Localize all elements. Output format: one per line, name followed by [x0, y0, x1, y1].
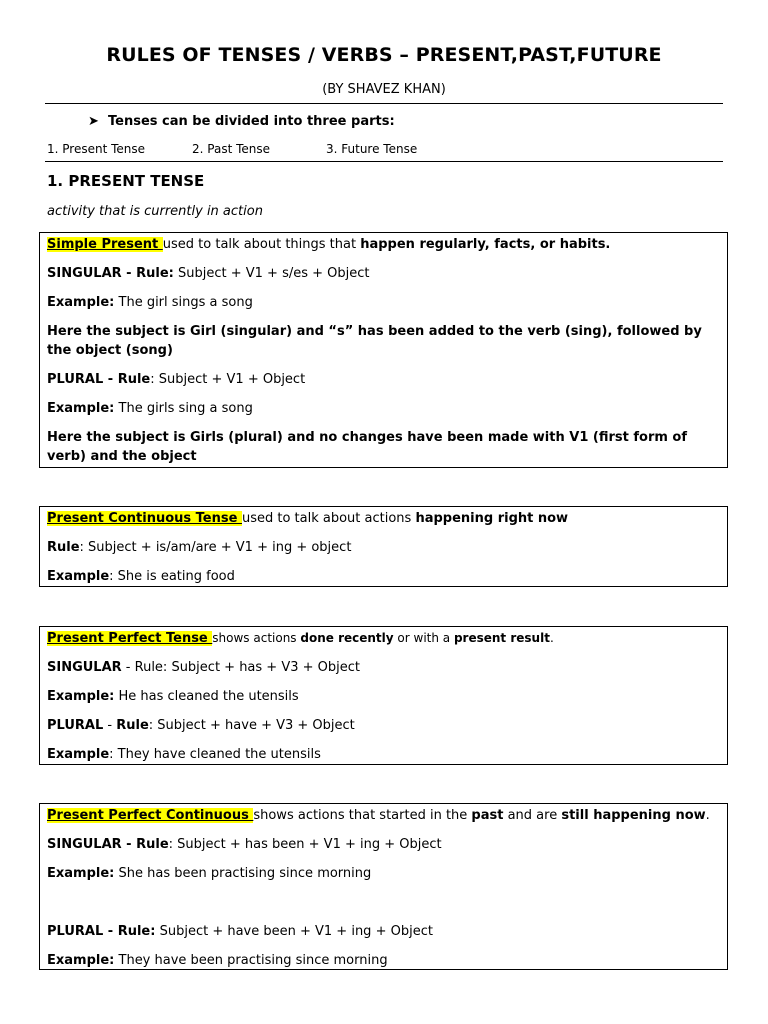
section-description: activity that is currently in action [47, 204, 263, 219]
perfect-plural-rule: PLURAL - Rule: Subject + have + V3 + Object [47, 718, 355, 733]
part-future: 3. Future Tense [326, 142, 418, 156]
perfect-singular-rule: SINGULAR - Rule: Subject + has + V3 + Object [47, 660, 360, 675]
bullet-text: Tenses can be divided into three parts: [108, 114, 395, 129]
present-perfect-continuous-title: Present Perfect Continuous [47, 808, 254, 823]
ppc-plural-example: Example: They have been practising since morning [47, 953, 388, 968]
ppc-singular-example: Example: She has been practising since morning [47, 866, 372, 881]
ppc-singular-rule: SINGULAR - Rule: Subject + has been + V1 + ing + Object [47, 837, 442, 852]
section-heading: 1. PRESENT TENSE [47, 172, 205, 190]
part-past: 2. Past Tense [192, 142, 270, 156]
perfect-plural-example: Example: They have cleaned the utensils [47, 747, 321, 762]
plural-rule: PLURAL - Rule: Subject + V1 + Object [47, 372, 306, 387]
singular-example: Example: The girl sings a song [47, 295, 253, 310]
divider-top [45, 103, 723, 104]
divider-parts [45, 161, 723, 162]
plural-note: Here the subject is Girls (plural) and no changes have been made with V1 (first form of verb) and the object [47, 430, 688, 464]
present-perfect-title: Present Perfect Tense [47, 631, 213, 646]
present-continuous-box [39, 506, 728, 587]
continuous-rule: Rule: Subject + is/am/are + V1 + ing + object [47, 540, 352, 555]
continuous-example: Example: She is eating food [47, 569, 235, 584]
part-present: 1. Present Tense [47, 142, 146, 156]
singular-note: Here the subject is Girl (singular) and “s” has been added to the verb (sing), followed by the object (song) [47, 324, 702, 358]
present-perfect-box [39, 626, 728, 765]
present-perfect-intro: Present Perfect Tense shows actions done recently or with a present result. [47, 631, 554, 646]
singular-rule: SINGULAR - Rule: Subject + V1 + s/es + Object [47, 266, 370, 281]
present-perfect-continuous-intro: Present Perfect Continuous shows actions that started in the past and are still happening now. [47, 808, 710, 823]
simple-present-title: Simple Present [47, 237, 163, 252]
perfect-singular-example: Example: He has cleaned the utensils [47, 689, 299, 704]
bullet-item [88, 114, 395, 129]
document-title: RULES OF TENSES / VERBS – PRESENT,PAST,FUTURE [106, 44, 662, 66]
present-perfect-continuous-box [39, 803, 728, 970]
blank-spacer [47, 893, 720, 922]
simple-present-intro: Simple Present used to talk about things that happen regularly, facts, or habits. [47, 237, 611, 252]
simple-present-box [39, 232, 728, 468]
present-continuous-intro: Present Continuous Tense used to talk about actions happening right now [47, 511, 569, 526]
plural-example: Example: The girls sing a song [47, 401, 253, 416]
arrow-bullet-icon: ➤ [88, 114, 99, 129]
present-continuous-title: Present Continuous Tense [47, 511, 242, 526]
ppc-plural-rule: PLURAL - Rule: Subject + have been + V1 + ing + Object [47, 924, 433, 939]
author-line: (BY SHAVEZ KHAN) [322, 82, 446, 97]
